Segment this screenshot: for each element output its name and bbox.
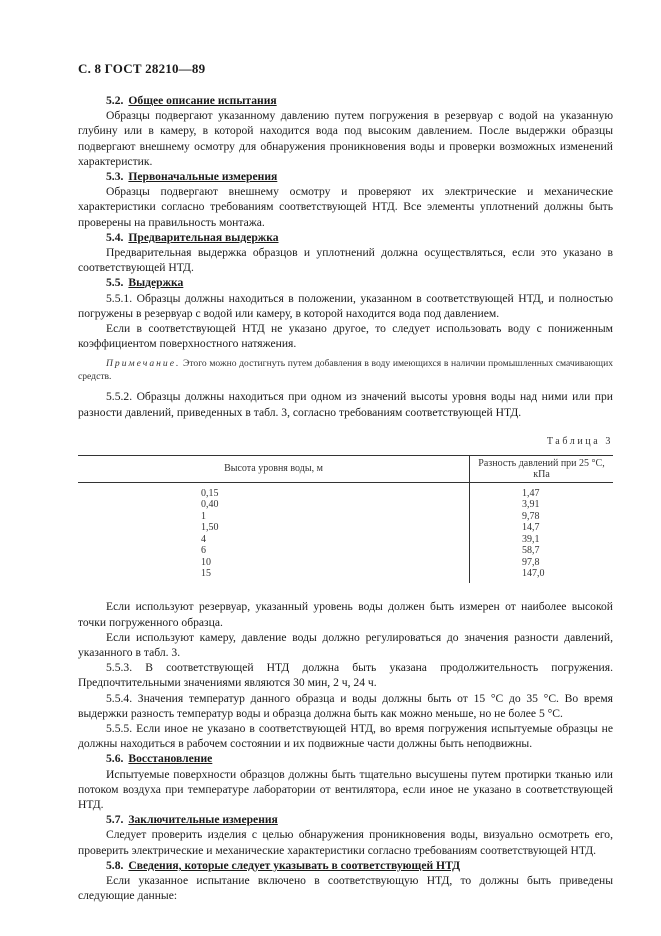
section-5-5-heading	[106, 275, 613, 290]
paragraph-reservoir: Если используют резервуар, указанный уровень воды должен быть измерен от наиболее высокой точки погруженного образца.	[78, 600, 613, 629]
table-row	[78, 499, 613, 510]
section-number: 5.6.	[106, 752, 124, 766]
section-title: Предварительная выдержка	[128, 230, 279, 244]
paragraph-5-5-2: 5.5.2. Образцы должны находиться при одном из значений высоты уровня воды над ними или при разности давлений, приведенных в табл. 3, согласно требованиям соответствующей НТД.	[78, 390, 613, 419]
paragraph-5-5-3: 5.5.3. В соответствующей НТД должна быть указана продолжительность погружения. Предпочтительными значениями являются 30 мин, 2 ч, 24 ч.	[78, 661, 613, 690]
paragraph-5-5-4: 5.5.4. Значения температур данного образца и воды должны быть от 15 °С до 35 °С. Во время выдержки разность температур воды и образца должна быть как можно меньше, но не более 5 °С.	[78, 691, 613, 720]
pressure-cell: 58,7	[522, 545, 540, 557]
page-header: С. 8 ГОСТ 28210—89	[78, 61, 206, 76]
section-title: Заключительные измерения	[128, 813, 278, 827]
water-height-cell: 1,50	[78, 522, 470, 533]
section-number: 5.7.	[106, 813, 124, 827]
section-5-6-text: Испытуемые поверхности образцов должны быть тщательно высушены путем протирки тканью или потоком воздуха при температуре лаборатории от вентилятора, если иное не указано в соответствующей НТД.	[78, 767, 613, 811]
pressure-cell: 1,47	[522, 488, 540, 500]
section-number: 5.4.	[106, 230, 124, 244]
section-5-7-heading	[106, 812, 613, 827]
section-title: Сведения, которые следует указывать в соответствующей НТД	[128, 858, 461, 872]
pressure-cell: 9,78	[522, 510, 540, 522]
section-5-3-heading	[106, 169, 613, 184]
water-height-cell: 15	[78, 568, 470, 583]
section-title: Восстановление	[128, 752, 213, 766]
pressure-cell: 3,91	[522, 499, 540, 511]
water-height-cell: 0,40	[78, 499, 470, 510]
table-row	[78, 557, 613, 568]
table-3	[78, 455, 613, 583]
water-height-cell: 10	[78, 557, 470, 568]
table-row	[78, 483, 613, 500]
paragraph-5-5-5: 5.5.5. Если иное не указано в соответствующей НТД, во время погружения испытуемые образцы не должны находиться в рабочем состоянии и их подвижные части должны быть неподвижны.	[78, 721, 613, 751]
table-row	[78, 511, 613, 522]
pressure-cell: 147,0	[522, 567, 545, 579]
water-height-cell: 0,15	[78, 483, 470, 500]
water-height-cell: 6	[78, 545, 470, 556]
section-number: 5.2.	[106, 94, 124, 107]
paragraph-chamber: Если используют камеру, давление воды должно регулироваться до значения разности давлений, указанного в табл. 3.	[78, 630, 613, 659]
section-5-2-heading	[106, 93, 613, 108]
section-5-6-heading	[106, 751, 613, 766]
section-5-4-heading	[106, 230, 613, 245]
section-5-8-text: Если указанное испытание включено в соответствующую НТД, то должны быть приведены следующие данные:	[78, 873, 613, 903]
table-header-row	[78, 456, 613, 483]
note-label: Примечание.	[106, 358, 181, 370]
table-row	[78, 522, 613, 533]
section-5-4-text: Предварительная выдержка образцов и уплотнений должна осуществляться, если это указано в соответствующей НТД.	[78, 246, 613, 275]
table-caption: Таблица 3	[546, 435, 613, 447]
paragraph-5-5-1: 5.5.1. Образцы должны находиться в положении, указанном в соответствующей НТД, и полностью погружены в резервуар с водой или камеру, в которой находится вода под давлением.	[78, 291, 613, 320]
section-5-8-heading	[106, 858, 613, 873]
section-number: 5.8.	[106, 858, 124, 872]
note-text: Этого можно достигнуть путем добавления в воду имеющихся в наличии промышленных смачивающих средств.	[78, 358, 613, 383]
table-row	[78, 534, 613, 545]
pressure-cell: 14,7	[522, 522, 540, 534]
section-number: 5.3.	[106, 170, 124, 184]
column-header-water-height: Высота уровня воды, м	[78, 456, 470, 483]
note	[78, 357, 613, 383]
pressure-cell: 39,1	[522, 533, 540, 545]
paragraph-5-5-1-wetting: Если в соответствующей НТД не указано другое, то следует использовать воду с пониженным коэффициентом поверхностного натяжения.	[78, 322, 613, 351]
section-title: Первоначальные измерения	[128, 170, 278, 184]
table-row	[78, 568, 613, 583]
table-row	[78, 545, 613, 556]
pressure-cell: 97,8	[522, 556, 540, 568]
section-number: 5.5.	[106, 276, 124, 290]
section-5-2-text: Образцы подвергают указанному давлению путем погружения в резервуар с водой на указанную глубину или в камеру, в которой находится вода под высоким давлением. После выдержки образцы подвергают внешнему осмотру для обнаружения проникновения воды и проверки возможных изменений характеристик.	[78, 109, 613, 168]
section-title: Выдержка	[128, 276, 184, 290]
column-header-pressure-diff: Разность давлений при 25 °С, кПа	[470, 456, 614, 483]
section-5-7-text: Следует проверить изделия с целью обнаружения проникновения воды, визуально осмотреть его, проверить электрические и механические характеристики согласно требованиям соответствующей НТД.	[78, 828, 613, 857]
section-title: Общее описание испытания	[128, 94, 277, 107]
section-5-3-text: Образцы подвергают внешнему осмотру и проверяют их электрические и механические характеристики согласно требованиям соответствующей НТД. Все элементы уплотнений должны быть проверены на правильность монтажа.	[78, 185, 613, 229]
water-height-cell: 4	[78, 534, 470, 545]
water-height-cell: 1	[78, 511, 470, 522]
document-body	[78, 93, 613, 903]
